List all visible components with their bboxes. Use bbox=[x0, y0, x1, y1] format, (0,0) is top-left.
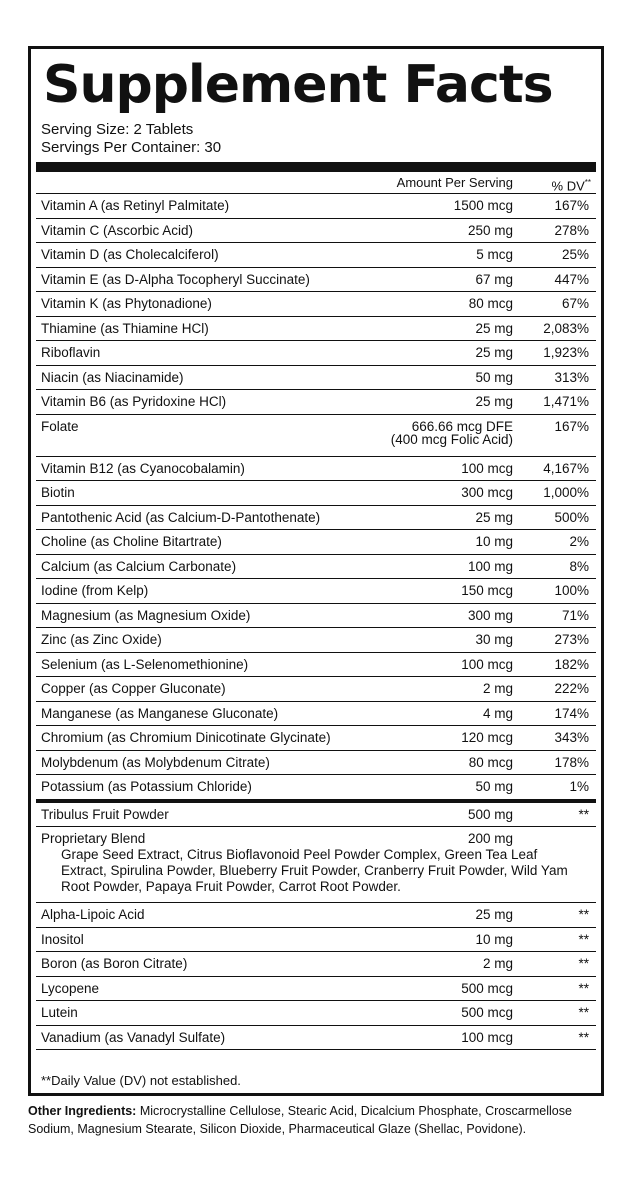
nutrient-row bbox=[36, 803, 596, 828]
nutrient-row bbox=[36, 903, 596, 928]
nutrient-row bbox=[36, 604, 596, 629]
nutrient-name: Selenium (as L-Selenomethionine) bbox=[41, 656, 249, 672]
nutrient-amount: 100 mcg bbox=[461, 656, 513, 672]
nutrient-row bbox=[36, 506, 596, 531]
thick-divider bbox=[36, 162, 596, 172]
nutrient-amount: 5 mcg bbox=[476, 247, 513, 262]
nutrient-row bbox=[36, 341, 596, 366]
nutrient-row bbox=[36, 481, 596, 506]
nutrient-row bbox=[36, 628, 596, 653]
nutrient-row bbox=[36, 292, 596, 317]
nutrient-dv: ** bbox=[578, 806, 589, 822]
footnote: **Daily Value (DV) not established. bbox=[41, 1073, 241, 1088]
nutrient-amount: 150 mcg bbox=[461, 583, 513, 598]
nutrient-name: Biotin bbox=[41, 485, 75, 500]
nutrient-name: Niacin (as Niacinamide) bbox=[41, 369, 184, 385]
nutrient-dv: ** bbox=[578, 907, 589, 922]
nutrient-amount: 67 mg bbox=[475, 271, 513, 287]
dv-header: % DV** bbox=[551, 178, 591, 194]
nutrient-amount: 300 mcg bbox=[461, 485, 513, 500]
nutrient-name: Vitamin E (as D-Alpha Tocopheryl Succinate) bbox=[41, 271, 310, 287]
nutrient-row bbox=[36, 977, 596, 1002]
nutrient-name: Vitamin A (as Retinyl Palmitate) bbox=[41, 198, 230, 213]
nutrient-name: Vanadium (as Vanadyl Sulfate) bbox=[41, 1029, 226, 1045]
nutrient-dv: 167% bbox=[554, 418, 589, 434]
nutrient-dv: 2,083% bbox=[543, 320, 589, 336]
nutrient-row bbox=[36, 677, 596, 702]
other-ingredients-text: Microcrystalline Cellulose, Stearic Acid, Dicalcium Phosphate, Croscarmellose Sodium, Magnesium Stearate, Silicon Dioxide, Pharmaceutical Glaze (Shellac, Povidone). bbox=[28, 1104, 572, 1136]
nutrient-name: Folate bbox=[41, 418, 79, 434]
nutrient-row bbox=[36, 219, 596, 244]
nutrient-name: Molybdenum (as Molybdenum Citrate) bbox=[41, 754, 270, 770]
nutrient-name: Vitamin D (as Cholecalciferol) bbox=[41, 247, 219, 262]
nutrient-amount: 25 mg bbox=[475, 509, 513, 525]
amount-per-serving-header: Amount Per Serving bbox=[396, 175, 513, 190]
nutrient-name: Choline (as Choline Bitartrate) bbox=[41, 534, 222, 549]
nutrient-amount: 25 mg bbox=[475, 320, 513, 336]
nutrient-amount: 1500 mcg bbox=[453, 198, 513, 213]
nutrient-amount: 2 mg bbox=[482, 956, 513, 971]
nutrient-name: Vitamin K (as Phytonadione) bbox=[41, 296, 212, 311]
blend-ingredients: Grape Seed Extract, Citrus Bioflavonoid Peel Powder Complex, Green Tea Leaf Extract, Spirulina Powder, Blueberry Fruit Powder, Cranberry Fruit Powder, Wild Yam Root Powder, Papaya Fruit Powder, Carrot Root Powder. bbox=[61, 847, 568, 894]
nutrient-amount: 80 mcg bbox=[468, 296, 513, 311]
nutrient-dv: 178% bbox=[554, 754, 589, 770]
nutrient-amount: 25 mg bbox=[475, 345, 513, 360]
nutrient-amount-note: (400 mcg Folic Acid) bbox=[390, 431, 513, 447]
nutrient-amount: 200 mg bbox=[467, 831, 513, 846]
nutrient-amount: 30 mg bbox=[475, 632, 513, 647]
nutrient-dv: 1,000% bbox=[543, 485, 589, 500]
nutrient-name: Tribulus Fruit Powder bbox=[41, 806, 169, 822]
nutrient-dv: ** bbox=[578, 980, 589, 996]
nutrient-dv: 174% bbox=[554, 705, 589, 721]
nutrient-amount: 666.66 mcg DFE bbox=[411, 418, 513, 434]
nutrient-row bbox=[36, 390, 596, 415]
nutrient-name: Copper (as Copper Gluconate) bbox=[41, 681, 226, 696]
nutrient-name: Chromium (as Chromium Dinicotinate Glycinate) bbox=[41, 730, 331, 745]
nutrient-row bbox=[36, 415, 596, 457]
nutrient-dv: 2% bbox=[569, 534, 589, 549]
nutrient-row bbox=[36, 530, 596, 555]
nutrient-dv: 71% bbox=[561, 607, 589, 623]
nutrient-amount: 25 mg bbox=[475, 907, 513, 922]
nutrient-row bbox=[36, 1026, 596, 1051]
nutrient-dv: 222% bbox=[554, 681, 589, 696]
nutrient-dv: 500% bbox=[554, 509, 589, 525]
nutrient-name: Potassium (as Potassium Chloride) bbox=[41, 779, 252, 794]
nutrient-row bbox=[36, 702, 596, 727]
nutrient-row bbox=[36, 555, 596, 580]
nutrient-amount: 500 mcg bbox=[461, 1005, 513, 1020]
servings-per-container: Servings Per Container: 30 bbox=[41, 139, 222, 156]
nutrient-amount: 10 mg bbox=[475, 534, 513, 549]
nutrient-name: Proprietary Blend bbox=[41, 831, 146, 846]
nutrient-row bbox=[36, 952, 596, 977]
nutrient-dv: ** bbox=[578, 956, 589, 971]
supplement-facts-panel bbox=[28, 46, 604, 1096]
nutrient-amount: 250 mg bbox=[467, 222, 513, 238]
nutrient-name: Lutein bbox=[41, 1005, 78, 1020]
nutrient-name: Inositol bbox=[41, 931, 84, 947]
nutrient-dv: 4,167% bbox=[543, 460, 589, 476]
nutrient-name: Iodine (from Kelp) bbox=[41, 583, 149, 598]
nutrient-dv: 167% bbox=[554, 198, 589, 213]
nutrient-row bbox=[36, 827, 596, 903]
nutrient-dv: 100% bbox=[554, 583, 589, 598]
nutrient-dv: ** bbox=[578, 1029, 589, 1045]
nutrient-amount: 500 mg bbox=[467, 806, 513, 822]
panel-title: Supplement Facts bbox=[43, 55, 553, 115]
nutrient-row bbox=[36, 1001, 596, 1026]
nutrient-name: Riboflavin bbox=[41, 345, 101, 360]
nutrient-name: Zinc (as Zinc Oxide) bbox=[41, 632, 162, 647]
nutrient-name: Vitamin C (Ascorbic Acid) bbox=[41, 222, 194, 238]
nutrient-row bbox=[36, 194, 596, 219]
nutrient-name: Lycopene bbox=[41, 980, 100, 996]
nutrient-name: Boron (as Boron Citrate) bbox=[41, 956, 188, 971]
nutrient-amount: 2 mg bbox=[482, 681, 513, 696]
nutrient-row bbox=[36, 579, 596, 604]
nutrient-row bbox=[36, 457, 596, 482]
nutrient-dv: 67% bbox=[561, 296, 589, 311]
nutrient-name: Calcium (as Calcium Carbonate) bbox=[41, 558, 237, 574]
nutrient-dv: 1,923% bbox=[543, 345, 589, 360]
nutrient-dv: 25% bbox=[561, 247, 589, 262]
nutrient-amount: 50 mg bbox=[475, 779, 513, 794]
nutrient-amount: 120 mcg bbox=[461, 730, 513, 745]
nutrient-amount: 4 mg bbox=[482, 705, 513, 721]
nutrient-name: Thiamine (as Thiamine HCl) bbox=[41, 320, 209, 336]
nutrient-row bbox=[36, 366, 596, 391]
nutrient-dv: 273% bbox=[554, 632, 589, 647]
nutrient-dv: 1,471% bbox=[543, 394, 589, 409]
nutrient-dv: 182% bbox=[554, 656, 589, 672]
nutrient-row bbox=[36, 726, 596, 751]
nutrient-dv: 8% bbox=[569, 558, 589, 574]
nutrient-dv: 447% bbox=[554, 271, 589, 287]
nutrient-row bbox=[36, 928, 596, 953]
other-ingredients bbox=[28, 1102, 608, 1138]
nutrient-dv: ** bbox=[578, 931, 589, 947]
nutrient-row bbox=[36, 653, 596, 678]
nutrient-dv: 1% bbox=[569, 779, 589, 794]
nutrient-row bbox=[36, 751, 596, 776]
nutrient-amount: 50 mg bbox=[475, 369, 513, 385]
nutrient-dv: 278% bbox=[554, 222, 589, 238]
nutrient-amount: 10 mg bbox=[475, 931, 513, 947]
nutrient-amount: 300 mg bbox=[467, 607, 513, 623]
nutrient-amount: 500 mcg bbox=[461, 980, 513, 996]
nutrient-row bbox=[36, 775, 596, 800]
nutrient-amount: 100 mcg bbox=[461, 460, 513, 476]
nutrient-amount: 100 mg bbox=[467, 558, 513, 574]
serving-size: Serving Size: 2 Tablets bbox=[41, 121, 194, 138]
nutrient-row bbox=[36, 243, 596, 268]
nutrient-name: Magnesium (as Magnesium Oxide) bbox=[41, 607, 251, 623]
nutrient-amount: 80 mcg bbox=[468, 754, 513, 770]
other-ingredients-label: Other Ingredients: bbox=[28, 1104, 137, 1118]
nutrient-amount: 25 mg bbox=[475, 394, 513, 409]
nutrient-amount: 100 mcg bbox=[461, 1029, 513, 1045]
nutrient-name: Pantothenic Acid (as Calcium-D-Pantothenate) bbox=[41, 509, 321, 525]
nutrient-name: Vitamin B6 (as Pyridoxine HCl) bbox=[41, 394, 227, 409]
nutrient-name: Alpha-Lipoic Acid bbox=[41, 907, 145, 922]
nutrient-row bbox=[36, 268, 596, 293]
nutrient-name: Vitamin B12 (as Cyanocobalamin) bbox=[41, 460, 245, 476]
nutrient-dv: 313% bbox=[554, 369, 589, 385]
nutrient-name: Manganese (as Manganese Gluconate) bbox=[41, 705, 279, 721]
nutrient-row bbox=[36, 317, 596, 342]
nutrient-dv: 343% bbox=[554, 730, 589, 745]
nutrient-dv: ** bbox=[578, 1005, 589, 1020]
